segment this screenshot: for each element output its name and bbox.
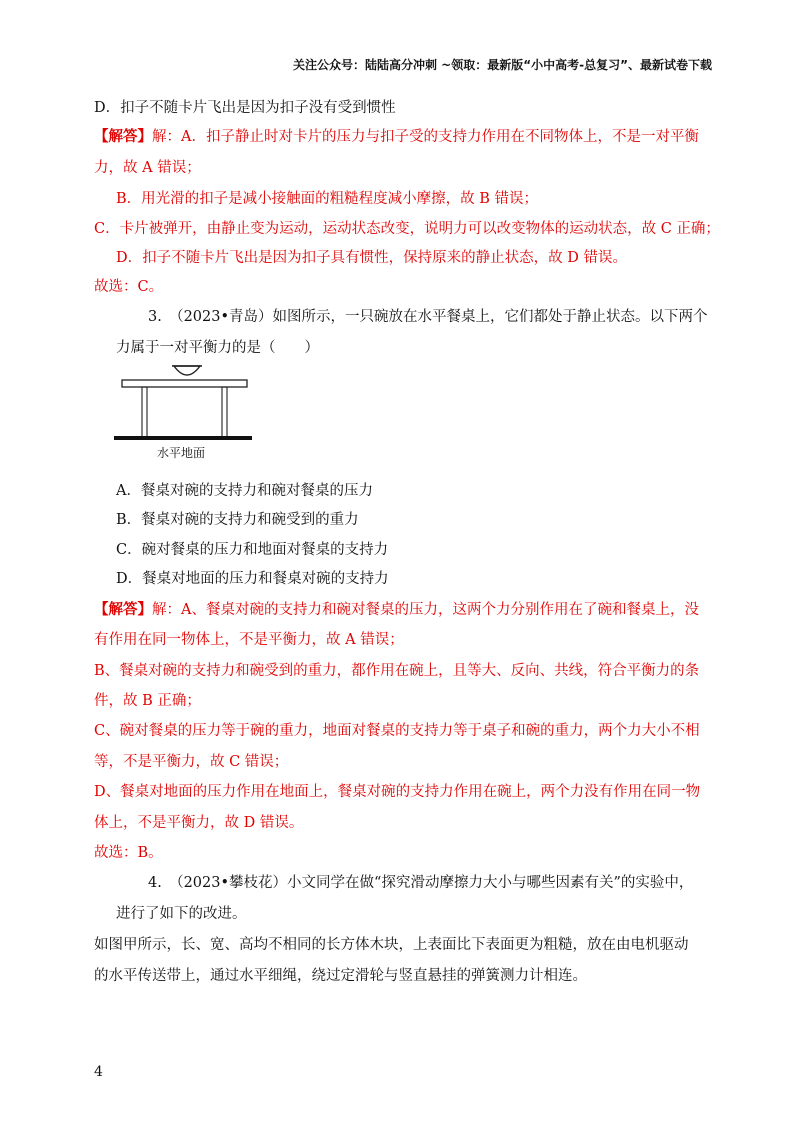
table-leg-left (142, 387, 147, 437)
page-number: 4 (94, 1064, 103, 1080)
q3-answer-line-2: 有作用在同一物体上，不是平衡力，故 A 错误； (94, 632, 404, 648)
q2-option-d: D．扣子不随卡片飞出是因为扣子没有受到惯性 (94, 100, 396, 116)
q3-answer-line-3: B、餐桌对碗的支持力和碗受到的重力，都作用在碗上，且等大、反向、共线，符合平衡力的条 (94, 663, 700, 679)
q2-answer-tag: 【解答】 (94, 128, 152, 145)
q3-answer-line-8: 体上，不是平衡力，故 D 错误。 (94, 815, 304, 831)
q2-choice: 故选：C。 (94, 279, 164, 295)
q3-answer-line-1: 【解答】解：A、餐桌对碗的支持力和碗对餐桌的压力，这两个力分别作用在了碗和餐桌上，没 (94, 601, 699, 618)
figure-caption: 水平地面 (157, 446, 206, 460)
q3-answer-line-4: 件，故 B 正确； (94, 693, 201, 709)
q3-choice: 故选：B。 (94, 845, 163, 861)
q2-answer-line-5: D．扣子不随卡片飞出是因为扣子具有惯性，保持原来的静止状态，故 D 错误。 (116, 250, 627, 266)
q3-answer-tag: 【解答】 (94, 601, 152, 618)
q2-answer-line-4: C．卡片被弹开，由静止变为运动，运动状态改变，说明力可以改变物体的运动状态，故 C 正确； (94, 221, 720, 237)
q3-option-c: C．碗对餐桌的压力和地面对餐桌的支持力 (116, 542, 389, 558)
q4-body-line-2: 的水平传送带上，通过水平细绳，绕过定滑轮与竖直悬挂的弹簧测力计相连。 (94, 968, 587, 984)
q3-stem-line-2: 力属于一对平衡力的是（ ） (116, 340, 319, 356)
page-header: 关注公众号：陆陆高分冲刺 ~领取：最新版“小中高考-总复习”、最新试卷下载 (293, 58, 712, 72)
q2-answer-line-1: 【解答】解：A．扣子静止时对卡片的压力与扣子受的支持力作用在不同物体上，不是一对平衡 (94, 128, 699, 145)
q2-answer-line-3: B．用光滑的扣子是减小接触面的粗糙程度减小摩擦，故 B 错误； (116, 191, 539, 207)
ground-line (114, 436, 252, 440)
q3-answer-line-5: C、碗对餐桌的压力等于碗的重力，地面对餐桌的支持力等于桌子和碗的重力，两个力大小不相 (94, 723, 700, 739)
q3-option-d: D．餐桌对地面的压力和餐桌对碗的支持力 (116, 571, 389, 587)
q3-answer-line-6: 等，不是平衡力，故 C 错误； (94, 754, 289, 770)
q4-stem-line-1: 4. （2023•攀枝花）小文同学在做“探究滑动摩擦力大小与哪些因素有关”的实验中， (148, 875, 694, 891)
table-leg-right (222, 387, 227, 437)
q3-answer-line-7: D、餐桌对地面的压力作用在地面上，餐桌对碗的支持力作用在碗上，两个力没有作用在同一物 (94, 784, 701, 800)
q3-option-b: B．餐桌对碗的支持力和碗受到的重力 (116, 512, 359, 528)
q4-stem-line-2: 进行了如下的改进。 (116, 906, 247, 922)
bowl-icon (174, 366, 200, 375)
q3-option-a: A．餐桌对碗的支持力和碗对餐桌的压力 (116, 483, 373, 499)
q3-stem-line-1: 3. （2023•青岛）如图所示，一只碗放在水平餐桌上，它们都处于静止状态。以下两个 (148, 309, 708, 325)
table-top (122, 380, 247, 387)
q4-body-line-1: 如图甲所示，长、宽、高均不相同的长方体木块，上表面比下表面更为粗糙，放在由电机驱动 (94, 937, 689, 953)
q2-answer-line-2: 力，故 A 错误； (94, 160, 201, 176)
